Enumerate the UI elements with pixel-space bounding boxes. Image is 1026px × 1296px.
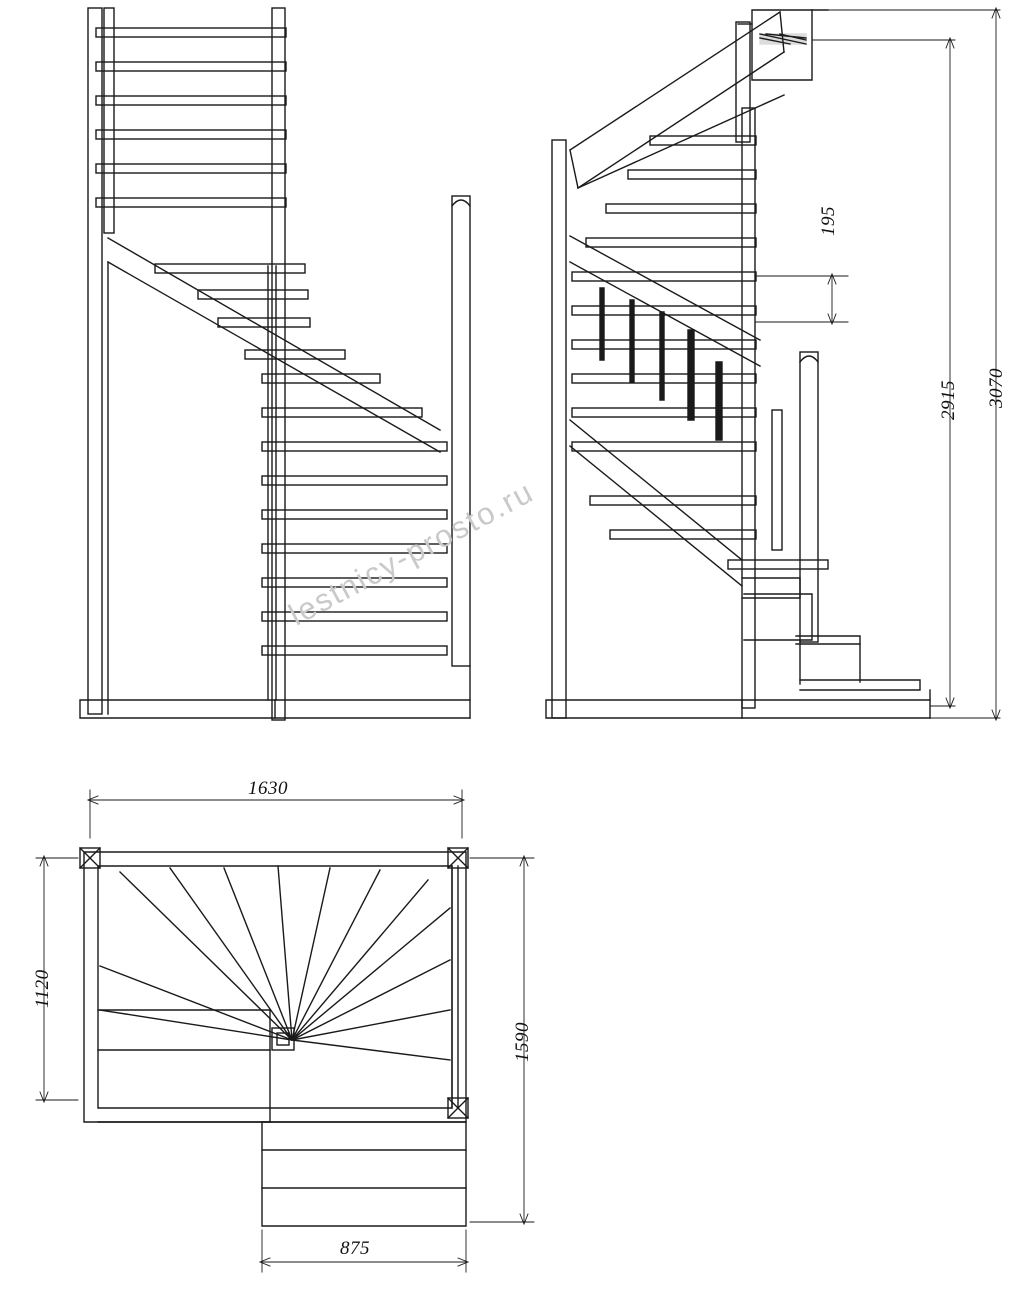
dimension-label-total-3070: 3070 xyxy=(986,368,1007,408)
dimension-label-plan-depth-1590: 1590 xyxy=(512,1022,533,1062)
dimension-label-landing-875: 875 xyxy=(340,1238,370,1259)
dimension-label-plan-depth-1120: 1120 xyxy=(32,969,53,1008)
plan-view xyxy=(80,848,468,1226)
dimension-label-plan-width-1630: 1630 xyxy=(248,778,288,799)
watermark: lestnicy-prosto.ru xyxy=(282,473,540,633)
dimension-lines-elevation xyxy=(756,8,1000,720)
dimension-label-riser-195: 195 xyxy=(818,206,839,236)
dimension-label-flight-2915: 2915 xyxy=(938,380,959,420)
